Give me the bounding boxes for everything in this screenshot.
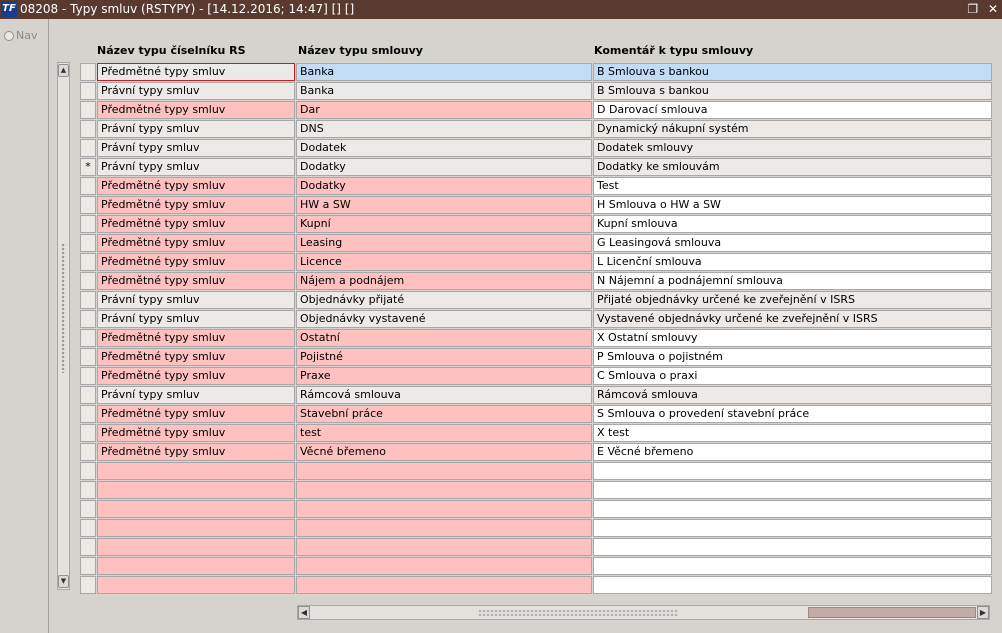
nav-label: Nav [16,29,38,42]
horizontal-scrollbar[interactable] [297,605,990,620]
cell-comment[interactable] [593,500,992,518]
cell-rs-type[interactable]: Právní typy smluv [97,386,295,404]
window-titlebar [0,0,1002,19]
row-selector[interactable] [80,253,96,271]
cell-rs-type[interactable]: Předmětné typy smluv [97,101,295,119]
cell-comment[interactable] [593,481,992,499]
table-row[interactable] [80,481,992,499]
cell-contract-type[interactable]: Kupní [296,215,592,233]
cell-comment[interactable]: Vystavené objednávky určené ke zveřejnění v ISRS [593,310,992,328]
row-selector[interactable] [80,82,96,100]
cell-rs-type[interactable]: Předmětné typy smluv [97,272,295,290]
row-selector[interactable] [80,234,96,252]
cell-comment[interactable] [593,557,992,575]
row-selector[interactable] [80,500,96,518]
table-row[interactable] [80,462,992,480]
row-selector[interactable] [80,196,96,214]
table-row[interactable] [80,329,992,347]
row-selector[interactable] [80,519,96,537]
nav-radio-button[interactable] [4,31,14,41]
cell-contract-type[interactable]: Věcné břemeno [296,443,592,461]
cell-rs-type[interactable]: Předmětné typy smluv [97,196,295,214]
cell-comment[interactable]: D Darovací smlouva [593,101,992,119]
cell-contract-type[interactable]: Dodatek [296,139,592,157]
row-selector[interactable] [80,291,96,309]
cell-contract-type[interactable]: test [296,424,592,442]
cell-rs-type[interactable] [97,500,295,518]
cell-comment[interactable]: X test [593,424,992,442]
table-row[interactable] [80,386,992,404]
table-row[interactable] [80,253,992,271]
vertical-scrollbar[interactable] [57,62,70,590]
cell-comment[interactable]: X Ostatní smlouvy [593,329,992,347]
cell-comment[interactable]: B Smlouva s bankou [593,63,992,81]
cell-contract-type[interactable]: Dar [296,101,592,119]
cell-contract-type[interactable]: Nájem a podnájem [296,272,592,290]
cell-rs-type[interactable]: Předmětné typy smluv [97,215,295,233]
row-selector[interactable] [80,101,96,119]
cell-contract-type[interactable]: Licence [296,253,592,271]
cell-rs-type[interactable]: Předmětné typy smluv [97,424,295,442]
cell-comment[interactable]: L Licenční smlouva [593,253,992,271]
scroll-up-icon[interactable]: ▲ [58,64,69,77]
row-selector[interactable] [80,405,96,423]
scroll-grip[interactable] [61,243,66,373]
cell-rs-type[interactable]: Předmětné typy smluv [97,234,295,252]
cell-rs-type[interactable] [97,519,295,537]
cell-contract-type[interactable]: Stavební práce [296,405,592,423]
cell-comment[interactable]: Kupní smlouva [593,215,992,233]
cell-contract-type[interactable]: Dodatky [296,158,592,176]
row-selector[interactable] [80,557,96,575]
cell-contract-type[interactable]: Praxe [296,367,592,385]
cell-contract-type[interactable]: Pojistné [296,348,592,366]
cell-rs-type[interactable]: Předmětné typy smluv [97,63,295,81]
row-selector[interactable] [80,272,96,290]
cell-rs-type[interactable]: Předmětné typy smluv [97,405,295,423]
cell-contract-type[interactable]: Dodatky [296,177,592,195]
table-row[interactable] [80,443,992,461]
cell-comment[interactable] [593,538,992,556]
row-selector[interactable] [80,139,96,157]
column-header-contract-type: Název typu smlouvy [298,44,423,57]
app-logo-icon: TF [1,1,17,17]
cell-comment[interactable]: S Smlouva o provedení stavební práce [593,405,992,423]
cell-rs-type[interactable]: Právní typy smluv [97,82,295,100]
cell-contract-type[interactable]: Ostatní [296,329,592,347]
table-row[interactable] [80,310,992,328]
cell-comment[interactable] [593,576,992,594]
table-row[interactable] [80,519,992,537]
row-selector[interactable] [80,462,96,480]
cell-contract-type[interactable]: Banka [296,63,592,81]
scroll-down-icon[interactable]: ▼ [58,575,69,588]
hscroll-thumb[interactable] [808,607,976,618]
table-row[interactable] [80,82,992,100]
window-title: 08208 - Typy smluv (RSTYPY) - [14.12.2016; 14:47] [] [] [20,2,355,16]
cell-contract-type[interactable] [296,557,592,575]
cell-contract-type[interactable] [296,462,592,480]
table-row[interactable] [80,557,992,575]
cell-contract-type[interactable]: Rámcová smlouva [296,386,592,404]
table-row[interactable] [80,234,992,252]
table-row[interactable] [80,405,992,423]
table-row[interactable] [80,367,992,385]
row-selector[interactable] [80,120,96,138]
cell-comment[interactable]: C Smlouva o praxi [593,367,992,385]
cell-rs-type[interactable]: Právní typy smluv [97,139,295,157]
table-row[interactable] [80,215,992,233]
close-icon[interactable]: ✕ [987,2,998,16]
cell-comment[interactable]: G Leasingová smlouva [593,234,992,252]
cell-contract-type[interactable]: DNS [296,120,592,138]
cell-rs-type[interactable]: Předmětné typy smluv [97,329,295,347]
cell-contract-type[interactable]: HW a SW [296,196,592,214]
table-row[interactable] [80,101,992,119]
restore-icon[interactable]: ❐ [967,2,979,16]
scroll-right-icon[interactable]: ▶ [977,606,989,619]
cell-contract-type[interactable] [296,576,592,594]
cell-comment[interactable]: Dodatky ke smlouvám [593,158,992,176]
cell-comment[interactable]: Dodatek smlouvy [593,139,992,157]
cell-contract-type[interactable]: Objednávky přijaté [296,291,592,309]
row-selector[interactable] [80,443,96,461]
cell-contract-type[interactable]: Banka [296,82,592,100]
row-selector[interactable] [80,481,96,499]
cell-comment[interactable]: Test [593,177,992,195]
cell-rs-type[interactable]: Předmětné typy smluv [97,253,295,271]
cell-rs-type[interactable]: Právní typy smluv [97,158,295,176]
cell-comment[interactable]: Přijaté objednávky určené ke zveřejnění v ISRS [593,291,992,309]
table-row[interactable] [80,139,992,157]
row-selector[interactable] [80,215,96,233]
left-panel [0,19,49,633]
cell-rs-type[interactable] [97,538,295,556]
cell-contract-type[interactable]: Leasing [296,234,592,252]
cell-contract-type[interactable]: Objednávky vystavené [296,310,592,328]
row-selector[interactable] [80,348,96,366]
cell-comment[interactable] [593,462,992,480]
cell-rs-type[interactable] [97,576,295,594]
cell-rs-type[interactable] [97,481,295,499]
cell-rs-type[interactable] [97,557,295,575]
hscroll-grip [478,609,678,616]
row-selector[interactable] [80,386,96,404]
cell-contract-type[interactable] [296,519,592,537]
cell-contract-type[interactable] [296,481,592,499]
cell-comment[interactable]: N Nájemní a podnájemní smlouva [593,272,992,290]
cell-rs-type[interactable]: Právní typy smluv [97,120,295,138]
row-selector[interactable] [80,576,96,594]
table-row[interactable] [80,177,992,195]
column-header-comment: Komentář k typu smlouvy [594,44,754,57]
cell-rs-type[interactable] [97,462,295,480]
row-selector[interactable] [80,177,96,195]
row-selector[interactable] [80,310,96,328]
table-row[interactable] [80,63,992,81]
table-row[interactable] [80,272,992,290]
window-controls [961,0,998,19]
cell-contract-type[interactable] [296,538,592,556]
cell-contract-type[interactable] [296,500,592,518]
cell-rs-type[interactable]: Právní typy smluv [97,310,295,328]
cell-comment[interactable]: H Smlouva o HW a SW [593,196,992,214]
cell-rs-type[interactable]: Právní typy smluv [97,291,295,309]
row-selector[interactable] [80,63,96,81]
row-selector[interactable]: * [80,158,96,176]
table-row[interactable] [80,158,992,176]
cell-rs-type[interactable]: Předmětné typy smluv [97,443,295,461]
table-row[interactable] [80,424,992,442]
table-row[interactable] [80,576,992,594]
cell-comment[interactable] [593,519,992,537]
row-selector[interactable] [80,329,96,347]
table-row[interactable] [80,538,992,556]
table-row[interactable] [80,196,992,214]
table-row[interactable] [80,291,992,309]
row-selector[interactable] [80,424,96,442]
cell-comment[interactable]: Rámcová smlouva [593,386,992,404]
cell-comment[interactable]: B Smlouva s bankou [593,82,992,100]
cell-rs-type[interactable]: Předmětné typy smluv [97,367,295,385]
scroll-left-icon[interactable]: ◀ [298,606,310,619]
cell-comment[interactable]: Dynamický nákupní systém [593,120,992,138]
table-row[interactable] [80,120,992,138]
column-header-rs-type: Název typu číselníku RS [97,44,246,57]
table-row[interactable] [80,348,992,366]
table-row[interactable] [80,500,992,518]
cell-comment[interactable]: P Smlouva o pojistném [593,348,992,366]
cell-rs-type[interactable]: Předmětné typy smluv [97,177,295,195]
cell-comment[interactable]: E Věcné břemeno [593,443,992,461]
row-selector[interactable] [80,367,96,385]
row-selector[interactable] [80,538,96,556]
cell-rs-type[interactable]: Předmětné typy smluv [97,348,295,366]
